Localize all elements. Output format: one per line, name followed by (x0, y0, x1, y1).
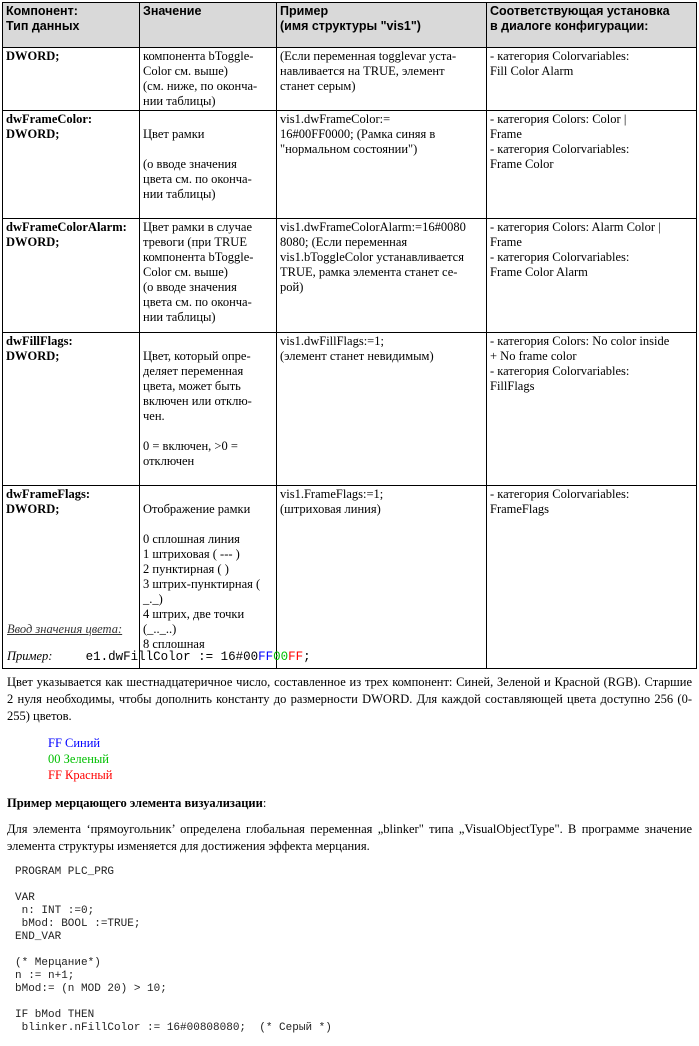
example-label: Пример: (7, 649, 53, 663)
component-table (2, 2, 697, 669)
blink-title-suffix: : (262, 796, 267, 810)
example-text: vis1.FrameFlags:=1; (штриховая линия) (280, 487, 384, 516)
code-green-part: 00 (273, 650, 289, 664)
blink-description: Для элемента ‘прямоугольник’ определена глобальная переменная „blinker" типа „VisualObjectType". В программе значение элемента структуры изменяется для достижения эффекта мерцания. (7, 822, 692, 853)
table-row (3, 219, 697, 333)
meaning-text: 0 сплошная линия 1 штриховая ( --- ) 2 пунктирная ( ) 3 штрих-пунктирная ( _._) 4 штрих, две точки (_.._..) 8 сплошная (143, 532, 261, 651)
header-component: Компонент: Тип данных (3, 3, 140, 48)
code-blue-part: FF (258, 650, 274, 664)
meaning-text: компонента bToggle- Color см. выше) (см. ниже, по оконча- нии таблицы) (143, 49, 258, 108)
header-example: Пример (имя структуры "vis1") (277, 3, 487, 48)
config-cell (487, 219, 697, 333)
color-example-code (86, 650, 311, 664)
meaning-text: (о вводе значения цвета см. по оконча- нии таблицы) (143, 157, 252, 201)
example-text: (Если переменная togglevar уста- навливается на TRUE, элемент станет серым) (280, 49, 457, 93)
meaning-cell (140, 219, 277, 333)
config-cell (487, 486, 697, 669)
example-cell (277, 219, 487, 333)
component-cell: dwFrameColor: DWORD; (3, 111, 140, 219)
table-row (3, 48, 697, 111)
component-cell: dwFrameFlags: DWORD; (3, 486, 140, 669)
header-meaning: Значение (140, 3, 277, 48)
example-text: vis1.dwFrameColor:= 16#00FF0000; (Рамка синяя в "нормальном состоянии") (280, 112, 436, 156)
code-prefix: e1.dwFillColor := 16#00 (85, 650, 259, 664)
component-cell: DWORD; (3, 48, 140, 111)
table-header-row (3, 3, 697, 48)
meaning-text: Цвет рамки в случае тревоги (при TRUE компонента bToggle- Color см. выше) (о вводе значения цвета см. по оконча- нии таблицы) (143, 220, 254, 324)
config-text: - категория Colors: No color inside + No frame color - категория Colorvariables: FillFlags (490, 334, 670, 393)
example-cell (277, 48, 487, 111)
table-row (3, 111, 697, 219)
config-cell (487, 111, 697, 219)
meaning-text: Цвет, который опре- деляет переменная цвета, может быть включен или отклю- чен. (143, 349, 252, 423)
config-text: - категория Colors: Alarm Color | Frame - категория Colorvariables: Frame Color Alarm (490, 220, 661, 279)
color-input-link[interactable]: Ввод значения цвета: (7, 622, 123, 636)
color-component-blue: FF Синий (48, 736, 101, 750)
code-red-part: FF (288, 650, 304, 664)
example-cell (277, 111, 487, 219)
config-text: - категория Colorvariables: FrameFlags (490, 487, 630, 516)
blink-example-heading (7, 796, 266, 811)
component-cell: dwFillFlags: DWORD; (3, 333, 140, 486)
meaning-cell (140, 48, 277, 111)
config-text: - категория Colorvariables: Fill Color Alarm (490, 49, 630, 78)
table-row (3, 486, 697, 669)
meaning-text: Цвет рамки (143, 127, 205, 141)
meaning-text: 0 = включен, >0 = отключен (143, 439, 238, 468)
color-description: Цвет указывается как шестнадцатеричное число, составленное из трех компонент: Синей, Зеленой и Красной (RGB). Старшие 2 нуля необходимы, чтобы дополнить константу до размерности DWORD. Для каждой составляющей цвета доступно 256 (0-255) цветов. (7, 675, 692, 723)
color-example-line (7, 649, 311, 664)
color-component-green: 00 Зеленый (48, 752, 109, 766)
example-text: vis1.dwFrameColorAlarm:=16#0080 8080; (Если переменная vis1.bToggleColor устанавливается TRUE, рамка элемента станет се- рой) (280, 220, 466, 294)
config-cell (487, 333, 697, 486)
plc-code-block: PROGRAM PLC_PRG VAR n: INT :=0; bMod: BOOL :=TRUE; END_VAR (* Мерцание*) n := n+1; bMod:= (n MOD 20) > 10; IF bMod THEN blinker.nFillColor := 16#00808080; (* Серый *) (15, 866, 332, 1034)
header-config: Соответствующая установка в диалоге конфигурации: (487, 3, 697, 48)
meaning-cell (140, 486, 277, 669)
color-components-list (48, 735, 113, 783)
meaning-text: Отображение рамки (143, 502, 251, 516)
example-cell (277, 333, 487, 486)
meaning-cell (140, 111, 277, 219)
example-cell (277, 486, 487, 669)
table-row (3, 333, 697, 486)
color-component-red: FF Красный (48, 768, 113, 782)
config-cell (487, 48, 697, 111)
example-text: vis1.dwFillFlags:=1; (элемент станет невидимым) (280, 334, 434, 363)
component-cell: dwFrameColorAlarm: DWORD; (3, 219, 140, 333)
config-text: - категория Colors: Color | Frame - категория Colorvariables: Frame Color (490, 112, 630, 171)
blink-title-text: Пример мерцающего элемента визуализации (7, 796, 263, 810)
code-suffix: ; (303, 650, 311, 664)
meaning-cell (140, 333, 277, 486)
